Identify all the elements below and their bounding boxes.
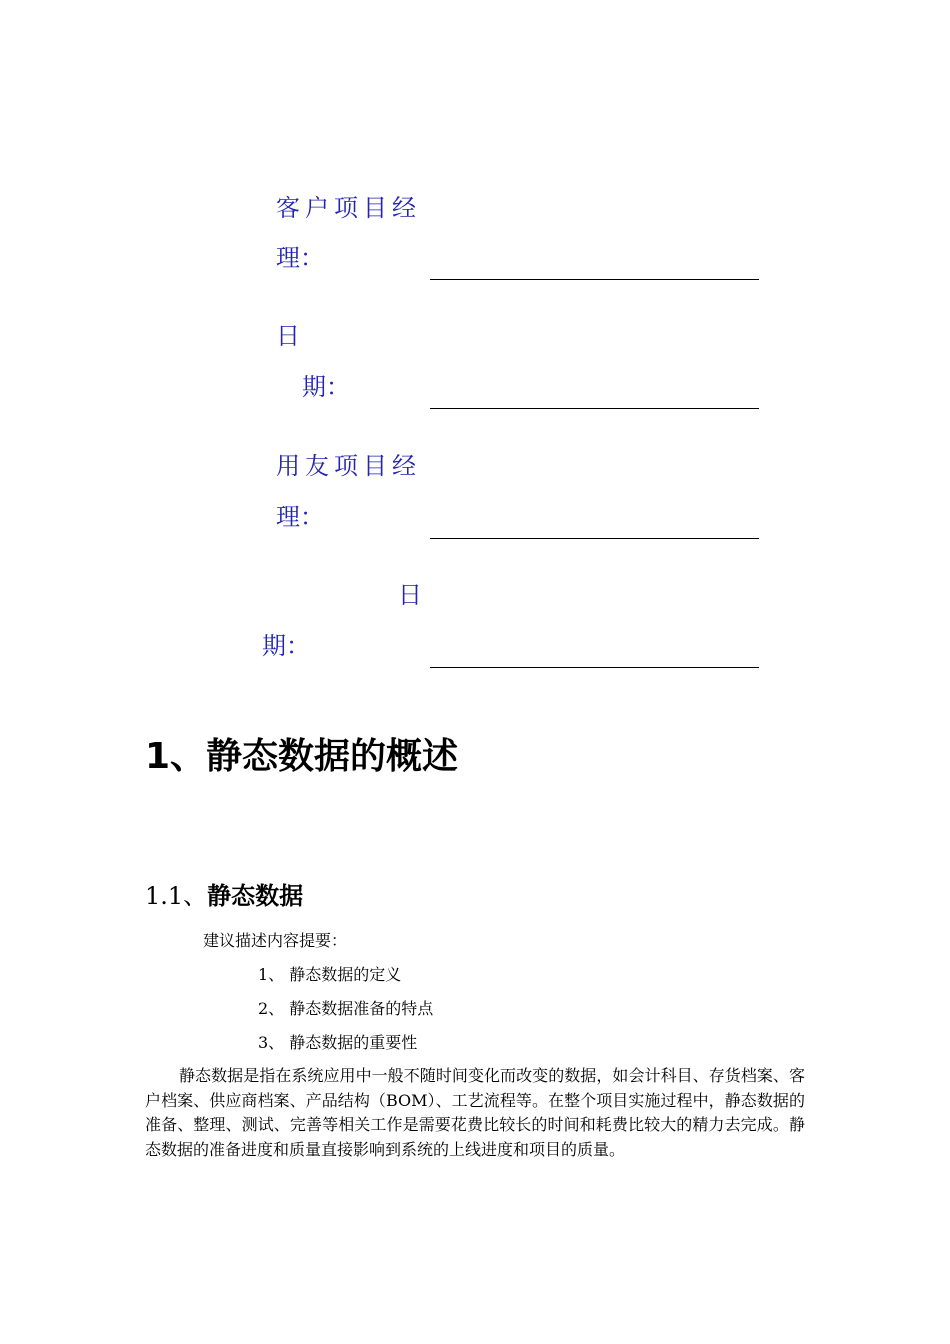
- customer-pm-label-line1: 客户项目经: [276, 194, 421, 222]
- section-heading-1-1: [145, 876, 303, 911]
- outline-point-1: 1、 静态数据的定义: [258, 965, 402, 984]
- customer-pm-label-line2: 理：: [276, 244, 324, 272]
- body-paragraph: 静态数据是指在系统应用中一般不随时间变化而改变的数据，如会计科目、存货档案、客户档案、供应商档案、产品结构（BOM）、工艺流程等。在整个项目实施过程中，静态数据的准备、整理、测试、完善等相关工作是需要花费比较长的时间和耗费比较大的精力去完成。静态数据的准备进度和质量直接影响到系统的上线进度和项目的质量。: [145, 1066, 805, 1159]
- outline-point-2: 2、 静态数据准备的特点: [258, 999, 434, 1018]
- date2-label-line1: 日: [398, 581, 422, 609]
- customer-pm-signature-line: [430, 279, 759, 280]
- outline-point-3: 3、 静态数据的重要性: [258, 1033, 418, 1052]
- date2-label-line2: 期：: [262, 632, 310, 660]
- heading-number: 1.1、: [145, 882, 208, 910]
- date1-label-line2: 期：: [302, 373, 350, 401]
- outline-intro: 建议描述内容提要：: [203, 931, 348, 950]
- yonyou-pm-signature-line: [430, 538, 759, 539]
- yonyou-pm-label-line2: 理：: [276, 503, 324, 531]
- section-heading-1: 1、静态数据的概述: [145, 736, 459, 777]
- date1-signature-line: [430, 408, 759, 409]
- date2-signature-line: [430, 667, 759, 668]
- date1-label-line1: 日: [276, 322, 300, 350]
- yonyou-pm-label-line1: 用友项目经: [276, 452, 421, 480]
- heading-text: 静态数据: [207, 882, 304, 910]
